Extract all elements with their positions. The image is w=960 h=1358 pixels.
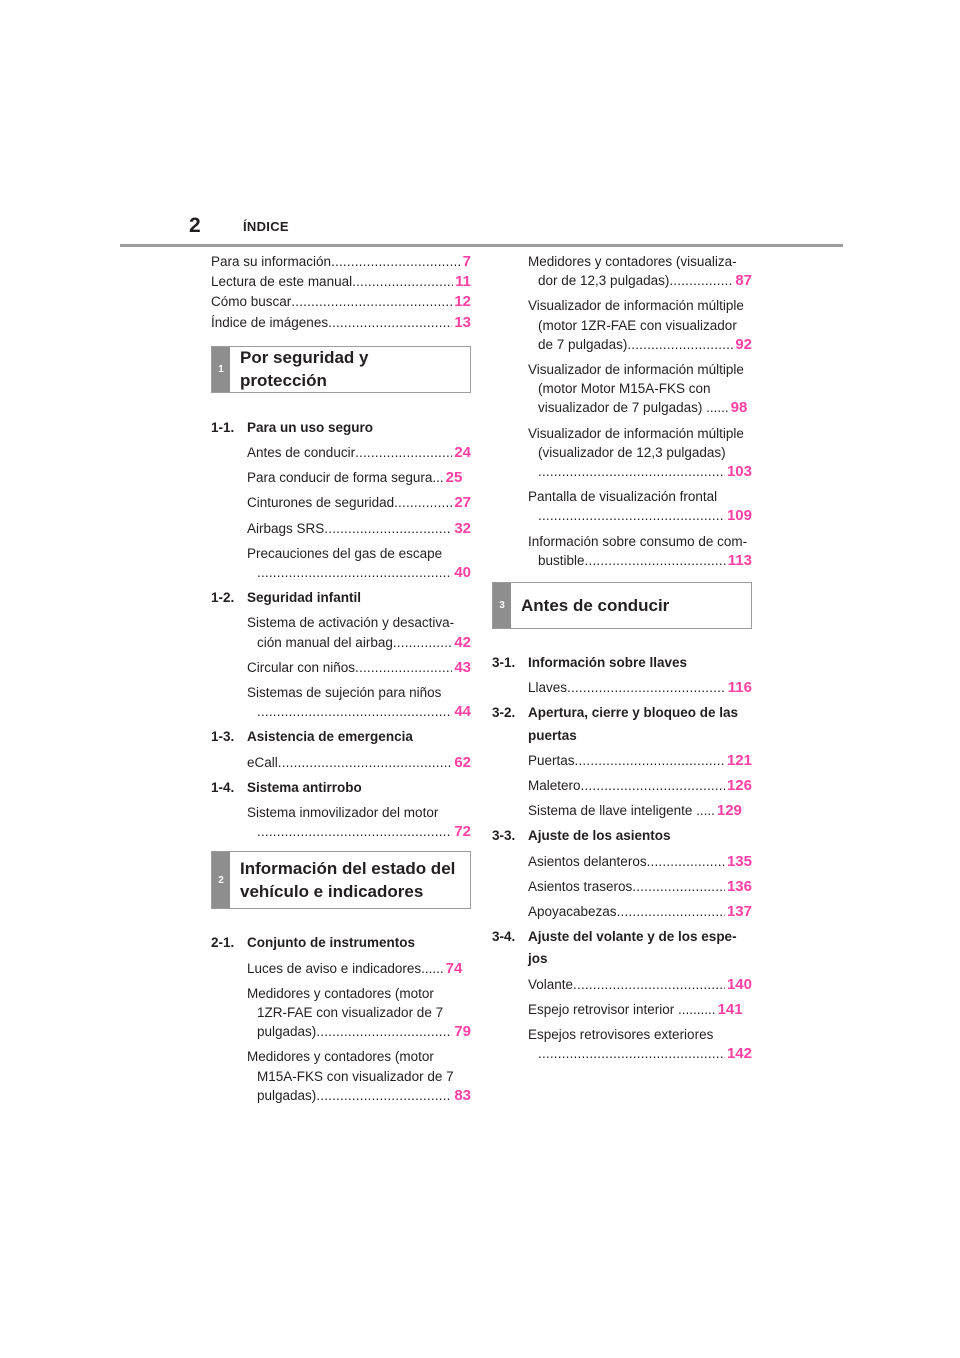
toc-entry[interactable]: Sistema inmovilizador del motor ..... 72 (211, 803, 471, 841)
toc-entry[interactable]: Visualizador de información múltiple (motor 1ZR-FAE con visualizador de 7 pulgadas) ..... 92 (492, 296, 752, 354)
page-link[interactable]: 40 (454, 564, 471, 582)
toc-entry[interactable]: Índice de imágenes ..... 13 (211, 313, 471, 332)
toc-entry[interactable]: Airbags SRS ..... 32 (211, 519, 471, 538)
toc-entry[interactable]: Luces de aviso e indicadores...... 74 (247, 959, 463, 977)
chapter-tab: 2 (212, 852, 230, 908)
toc-entry[interactable]: Precauciones del gas de escape ..... 40 (211, 544, 471, 582)
section-heading: 1-2. Seguridad infantil (211, 590, 362, 606)
section-heading: 3-3. Ajuste de los asientos (492, 828, 671, 844)
page-link[interactable]: 72 (454, 823, 471, 841)
toc-entry[interactable]: Información sobre consumo de com- bustible ..... 113 (492, 532, 752, 570)
toc-entry[interactable]: Sistemas de sujeción para niños ..... 44 (211, 683, 471, 721)
page-link[interactable]: 109 (726, 507, 752, 525)
toc-entry[interactable]: Circular con niños ..... 43 (211, 658, 471, 677)
page-link[interactable]: 79 (454, 1023, 471, 1041)
page-link[interactable]: 27 (454, 494, 471, 512)
page-link[interactable]: 83 (454, 1086, 471, 1104)
chapter-tab: 1 (212, 347, 230, 392)
page-link[interactable]: 136 (726, 877, 752, 895)
toc-entry[interactable]: Espejos retrovisores exteriores ..... 142 (492, 1025, 752, 1063)
page-number: 2 (189, 214, 201, 237)
toc-entry[interactable]: Medidores y contadores (motor M15A-FKS con visualizador de 7 pulgadas) ..... 83 (211, 1047, 471, 1105)
toc-entry[interactable]: Sistema de activación y desactiva- ción manual del airbag ..... 42 (211, 613, 471, 651)
toc-entry[interactable]: Asientos delanteros ..... 135 (492, 852, 752, 871)
toc-entry[interactable]: Medidores y contadores (motor 1ZR-FAE con visualizador de 7 pulgadas) ..... 79 (211, 984, 471, 1042)
toc-entry[interactable]: Volante ..... 140 (492, 975, 752, 994)
section-heading: 3-1. Información sobre llaves (492, 655, 688, 671)
page-link[interactable]: 116 (727, 679, 752, 697)
page-link[interactable]: 103 (726, 463, 752, 481)
page-link[interactable]: 74 (445, 959, 463, 977)
toc-entry[interactable]: Puertas ..... 121 (492, 751, 752, 770)
header-title: ÍNDICE (243, 219, 289, 234)
page-link[interactable]: 12 (454, 293, 471, 311)
page-link[interactable]: 126 (726, 777, 752, 795)
toc-left-column (211, 252, 471, 1111)
section-heading: 1-4. Sistema antirrobo (211, 779, 362, 795)
page-link[interactable]: 42 (454, 633, 471, 651)
chapter-title: Por seguridad y protección (239, 348, 369, 391)
toc-entry[interactable]: Asientos traseros ..... 136 (492, 877, 752, 896)
page-link[interactable]: 113 (727, 551, 752, 569)
toc-entry[interactable]: eCall ..... 62 (211, 753, 471, 772)
page-link[interactable]: 24 (454, 444, 471, 462)
toc-entry[interactable]: Para su información ..... 7 (211, 252, 471, 271)
section-heading: 2-1. Conjunto de instrumentos (211, 935, 415, 951)
page-link[interactable]: 92 (735, 335, 752, 353)
page-link[interactable]: 140 (726, 975, 752, 993)
toc-entry[interactable]: Cinturones de seguridad ..... 27 (211, 493, 471, 512)
header-rule (120, 244, 843, 247)
page-link[interactable]: 25 (445, 469, 463, 487)
page-link[interactable]: 129 (716, 802, 742, 820)
toc-entry[interactable]: Visualizador de información múltiple (visualizador de 12,3 pulgadas) ..... 103 (492, 424, 752, 482)
page-link[interactable]: 141 (717, 1000, 743, 1018)
page-link[interactable]: 121 (726, 751, 752, 769)
section-heading: 3-4. Ajuste del volante y de los espe- jos (492, 929, 737, 967)
toc-entry[interactable]: Antes de conducir ..... 24 (211, 443, 471, 462)
page-link[interactable]: 43 (454, 658, 471, 676)
toc-entry[interactable]: Medidores y contadores (visualiza- dor de 12,3 pulgadas) ..... 87 (492, 252, 752, 290)
page-link[interactable]: 44 (454, 703, 471, 721)
toc-entry[interactable]: Maletero ..... 126 (492, 776, 752, 795)
toc-entry[interactable]: Visualizador de información múltiple (motor Motor M15A-FKS con visualizador de 7 pulgadas) ...... 98 (528, 362, 748, 417)
toc-entry[interactable]: Lectura de este manual ..... 11 (211, 272, 471, 291)
section-heading: 1-3. Asistencia de emergencia (211, 729, 413, 745)
toc-entry[interactable]: Espejo retrovisor interior .......... 141 (528, 1000, 743, 1018)
chapter-1-header[interactable] (211, 346, 471, 393)
toc-entry[interactable]: Llaves ..... 116 (492, 678, 752, 697)
page-link[interactable]: 7 (462, 253, 471, 270)
chapter-title: Antes de conducir (521, 596, 670, 616)
page-link[interactable]: 32 (454, 519, 471, 537)
page-link[interactable]: 137 (726, 903, 752, 921)
section-heading: 1-1. Para un uso seguro (211, 419, 374, 435)
chapter-2-header[interactable] (211, 851, 471, 909)
toc-entry[interactable]: Apoyacabezas ..... 137 (492, 902, 752, 921)
page-link[interactable]: 135 (726, 852, 752, 870)
toc-entry[interactable]: Sistema de llave inteligente ..... 129 (528, 802, 742, 820)
toc-entry[interactable]: Para conducir de forma segura... 25 (247, 469, 463, 487)
page-link[interactable]: 98 (730, 399, 748, 417)
chapter-title: Información del estado del vehículo e indicadores (240, 859, 456, 902)
page-link[interactable]: 142 (726, 1045, 752, 1063)
toc-right-column (492, 252, 752, 1070)
section-heading: 3-2. Apertura, cierre y bloqueo de las puertas (492, 705, 739, 743)
toc-entry[interactable]: Pantalla de visualización frontal ..... 109 (492, 487, 752, 525)
page-link[interactable]: 62 (454, 753, 471, 771)
page-link[interactable]: 87 (735, 272, 752, 290)
page-link[interactable]: 11 (455, 273, 471, 291)
chapter-tab: 3 (493, 583, 511, 628)
page-link[interactable]: 13 (454, 313, 471, 331)
chapter-3-header[interactable] (492, 582, 752, 629)
toc-entry[interactable]: Cómo buscar ..... 12 (211, 292, 471, 311)
